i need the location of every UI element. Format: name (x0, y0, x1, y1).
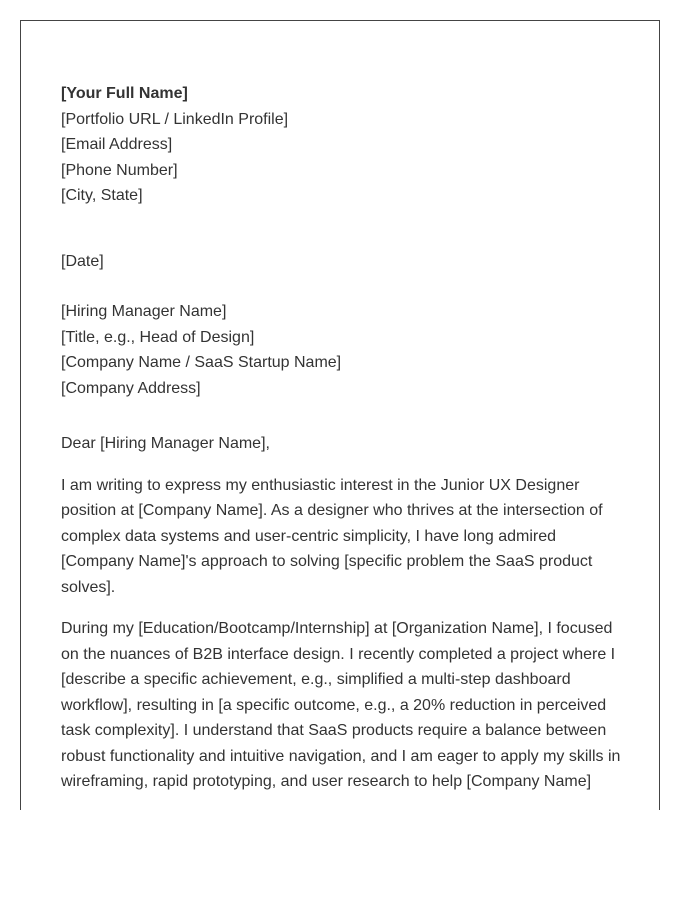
spacer (61, 600, 621, 616)
recipient-company: [Company Name / SaaS Startup Name] (61, 354, 342, 371)
recipient-address: [Company Address] (61, 379, 201, 397)
sender-email: [Email Address] (61, 136, 173, 153)
letter-date: [Date] (61, 252, 104, 270)
spacer (61, 209, 621, 249)
sender-block (61, 81, 621, 209)
body-paragraph-2: During my [Education/Bootcamp/Internship] at [Organization Name], I focused on the nuances of B2B interface design. I recently completed a project where I [describe a specific achievement, e.g., simplified a multi-step dashboard workflow], resulting in [a specific outcome, e.g., a 20% reduction in perceived task complexity]. I understand that SaaS products require a balance between robust functionality and intuitive navigation, and I am eager to apply my skills in wireframing, rapid prototyping, and user research to help [Company Name] (61, 620, 621, 790)
sender-phone: [Phone Number] (61, 161, 178, 179)
spacer (61, 401, 621, 431)
recipient-block (61, 299, 621, 401)
spacer (61, 274, 621, 299)
salutation: Dear [Hiring Manager Name], (61, 435, 270, 452)
sender-name: [Your Full Name] (61, 85, 188, 102)
spacer (61, 457, 621, 473)
sender-location: [City, State] (61, 187, 143, 204)
body-paragraph-1: I am writing to express my enthusiastic interest in the Junior UX Designer position at [Company Name]. As a designer who thrives at the intersection of complex data systems and user-centric simplicity, I have long admired [Company Name]'s approach to solving [specific problem the SaaS product solves]. (61, 476, 603, 596)
sender-portfolio: [Portfolio URL / LinkedIn Profile] (61, 110, 289, 128)
letter-page (20, 20, 660, 810)
recipient-title: [Title, e.g., Head of Design] (61, 328, 255, 346)
recipient-name: [Hiring Manager Name] (61, 303, 227, 320)
letter-content (61, 81, 621, 795)
